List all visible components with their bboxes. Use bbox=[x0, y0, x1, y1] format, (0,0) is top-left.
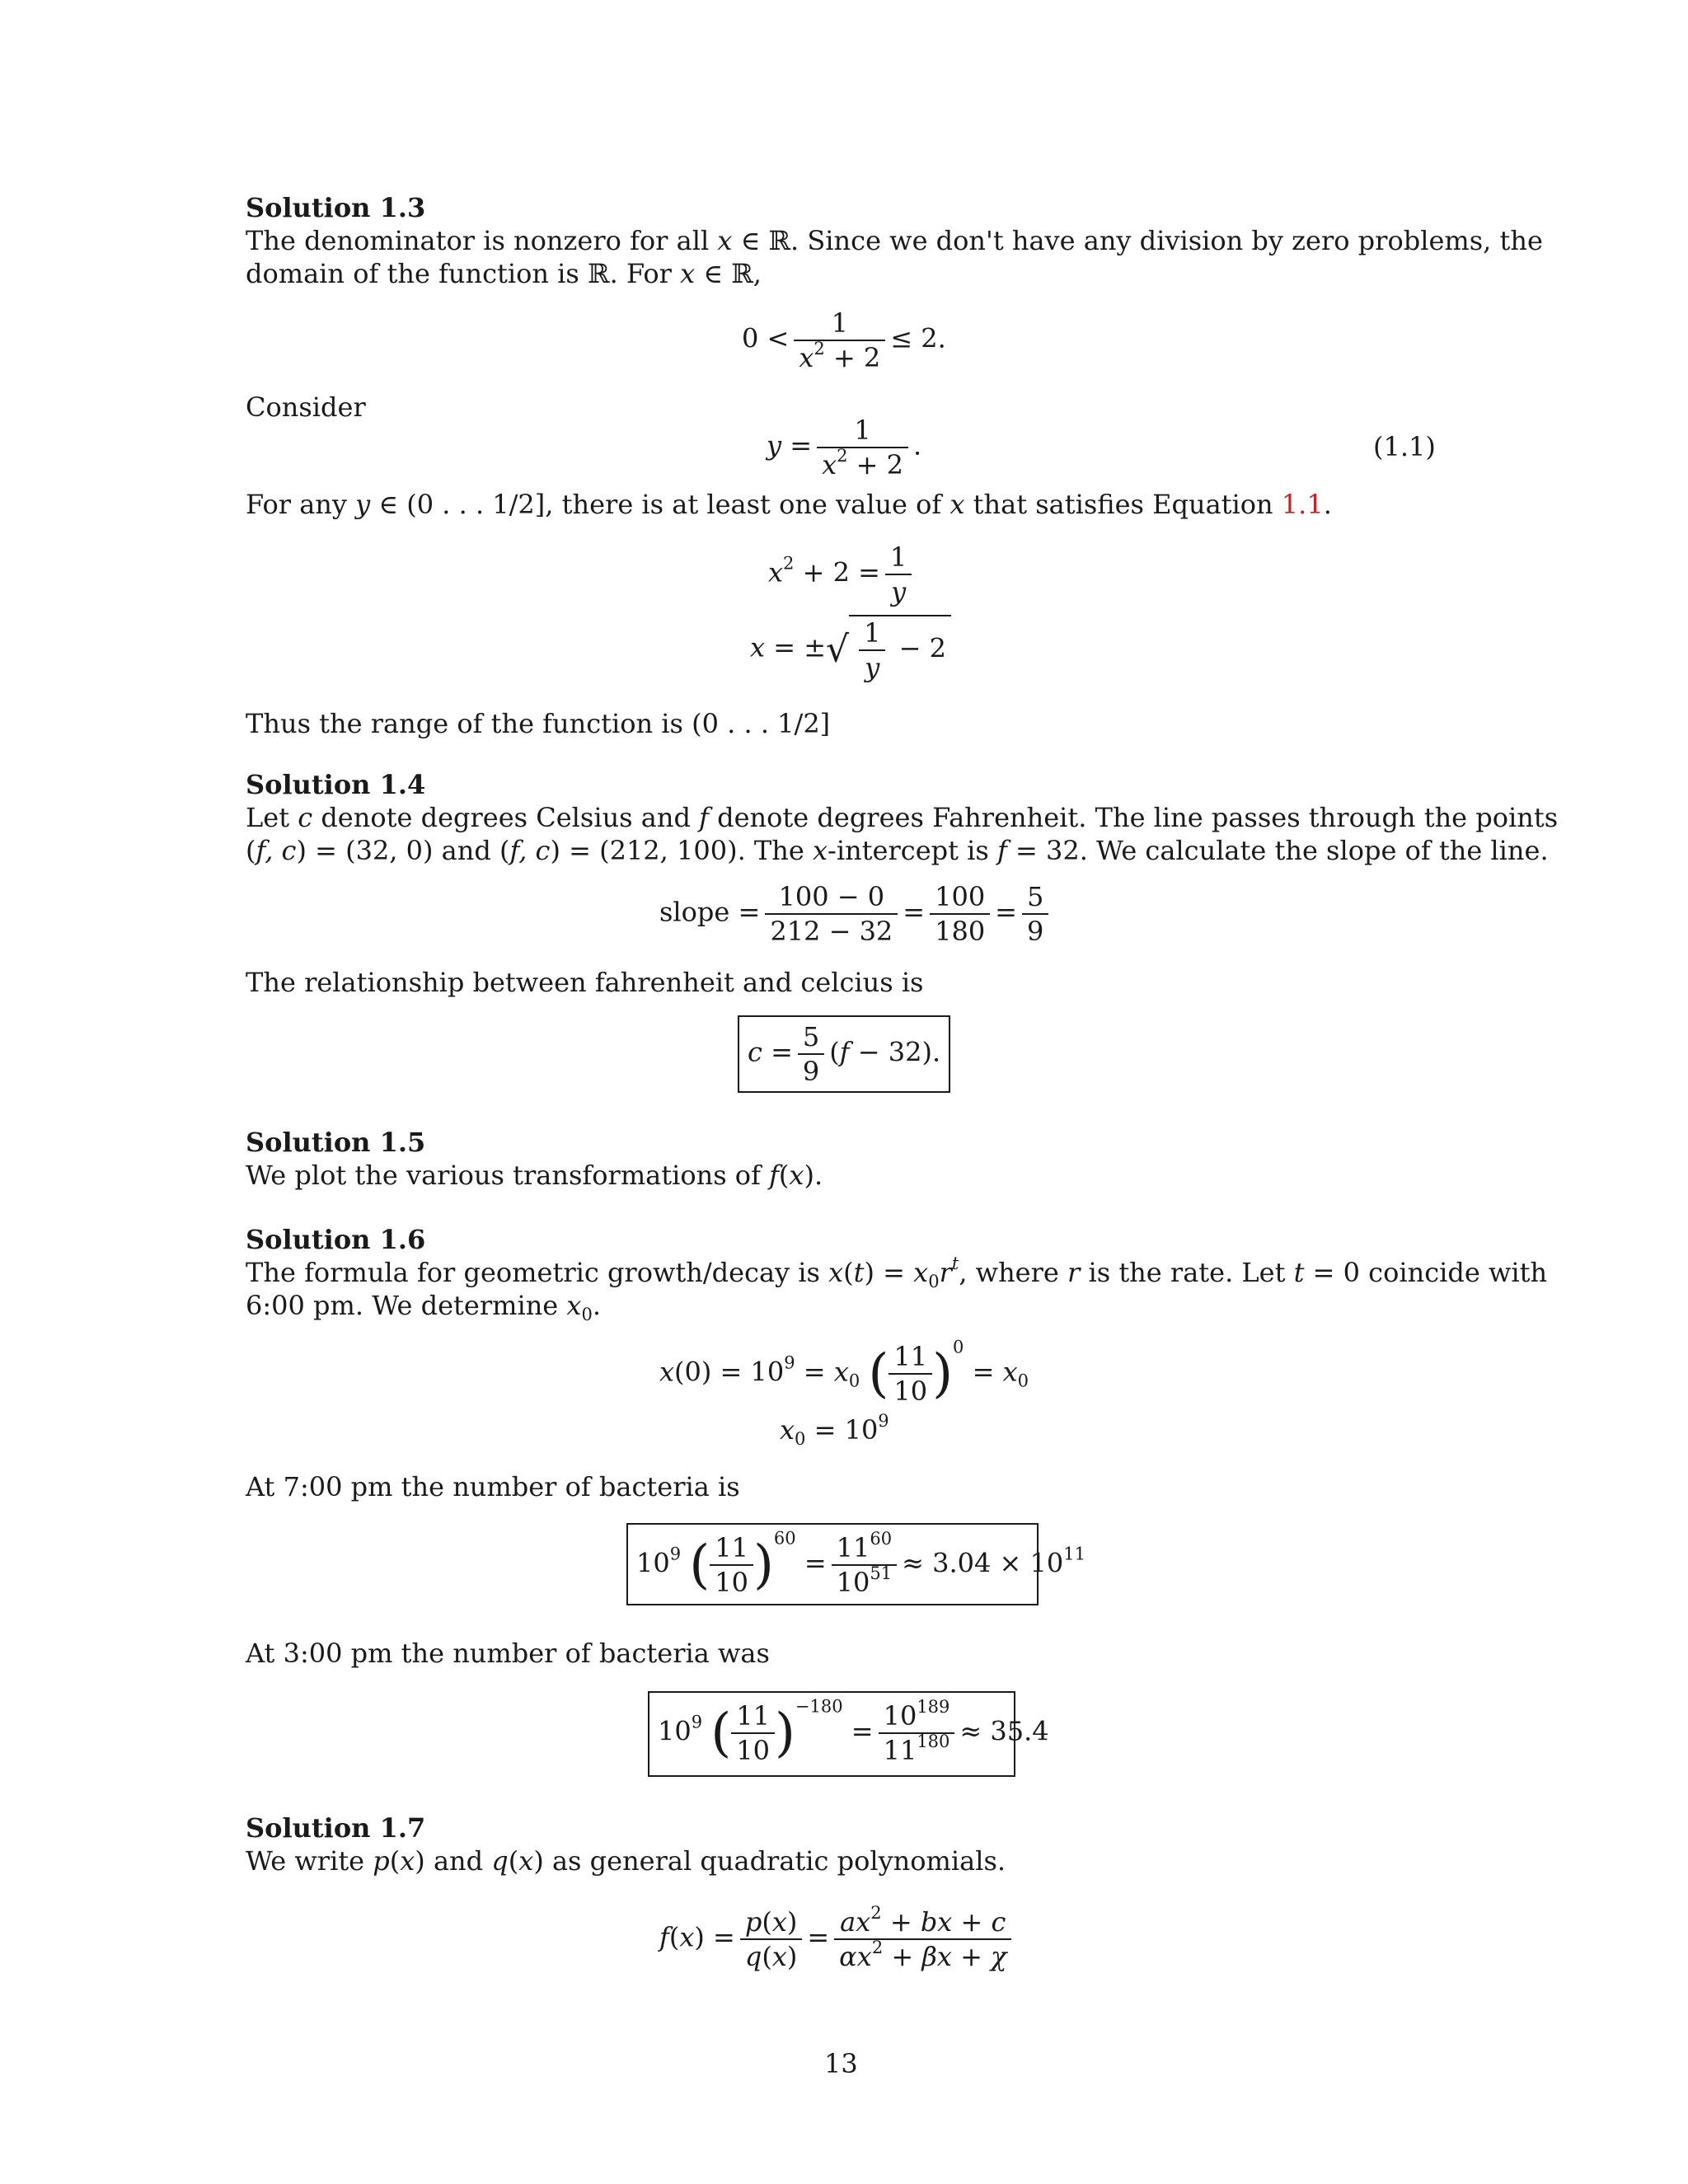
rational-function-equation: f(x) = $\frac{p(x)}{q(x)}$ = $\frac{ax^2 + bx + c}{\alpha x^2 + \beta x + \chi}$ bbox=[659, 1905, 1016, 1973]
solution-1-3-line-3: For any y ∈ (0 . . . 1/2], there is at least one value of x that satisfies Equation 1.1. bbox=[246, 489, 1332, 520]
equation-reference-link[interactable]: 1.1 bbox=[1281, 489, 1324, 520]
solution-1-3-line-1: The denominator is nonzero for all x ∈ ℝ. Since we don't have any division by zero problems, the bbox=[246, 225, 1543, 256]
solution-1-6-line-2: 6:00 pm. We determine $x_0$. bbox=[246, 1290, 601, 1324]
equation-tag: (1.1) bbox=[1373, 431, 1436, 462]
at-7pm-text: At 7:00 pm the number of bacteria is bbox=[246, 1471, 740, 1502]
slope-equation: slope = $\frac{100 - 0}{212 - 32}$ = $\frac{100}{180}$ = $\frac{5}{9}$ bbox=[659, 880, 1053, 948]
initial-value-equation: $x(0) = 10^9 = x_0$ ( $\frac{11}{10}$ )$^0 = x_0$ bbox=[659, 1337, 1029, 1407]
inequality-bound: 0 < $\frac{1}{x^2 + 2}$ ≤ 2. bbox=[742, 307, 946, 373]
celsius-formula-box: c = $\frac{5}{9}$ (f − 32). bbox=[738, 1015, 950, 1093]
solution-1-4-line-2: (f, c) = (32, 0) and (f, c) = (212, 100). The x-intercept is f = 32. We calculate the slope of the line. bbox=[246, 835, 1549, 866]
solution-1-5-line-1: We plot the various transformations of f(x). bbox=[246, 1160, 823, 1191]
solution-1-6-heading: Solution 1.6 bbox=[246, 1224, 426, 1255]
solution-1-5-heading: Solution 1.5 bbox=[246, 1127, 426, 1158]
relationship-text: The relationship between fahrenheit and celcius is bbox=[246, 967, 924, 998]
at-3pm-text: At 3:00 pm the number of bacteria was bbox=[246, 1638, 770, 1669]
solution-1-6-line-1: The formula for geometric growth/decay is $x(t) = x_0r^t$, where r is the rate. Let t = 0 coincide with bbox=[246, 1254, 1548, 1291]
solution-1-7-heading: Solution 1.7 bbox=[246, 1812, 426, 1844]
solution-1-3-line-2: domain of the function is ℝ. For x ∈ ℝ, bbox=[246, 258, 762, 289]
initial-value-result: $x_0 = 10^9$ bbox=[780, 1411, 889, 1449]
bacteria-7pm-box: $10^9$ ( $\frac{11}{10}$ )$^{60}$ = $\frac{11^{60}}{10^{51}}$ ≈ $3.04 \times 10^{11}$ bbox=[626, 1523, 1039, 1605]
equation-1-1: y = $\frac{1}{x^2 + 2}$ . bbox=[767, 415, 922, 480]
derivation-step-2: x = ±√ $\frac{1}{y}$ − 2 bbox=[750, 615, 951, 684]
range-statement: Thus the range of the function is (0 . . . 1/2] bbox=[246, 708, 831, 739]
derivation-step-1: $x^2 + 2$ = $\frac{1}{y}$ bbox=[768, 541, 917, 608]
consider-text: Consider bbox=[246, 391, 366, 423]
page-number: 13 bbox=[824, 2048, 858, 2079]
solution-1-3-heading: Solution 1.3 bbox=[246, 192, 426, 223]
solution-1-7-line-1: We write p(x) and q(x) as general quadratic polynomials. bbox=[246, 1845, 1006, 1877]
bacteria-3pm-box: $10^9$ ( $\frac{11}{10}$ )$^{-180}$ = $\frac{10^{189}}{11^{180}}$ ≈ 35.4 bbox=[648, 1691, 1015, 1777]
solution-1-4-line-1: Let c denote degrees Celsius and f denote degrees Fahrenheit. The line passes through the points bbox=[246, 802, 1559, 833]
solution-1-4-heading: Solution 1.4 bbox=[246, 769, 426, 800]
